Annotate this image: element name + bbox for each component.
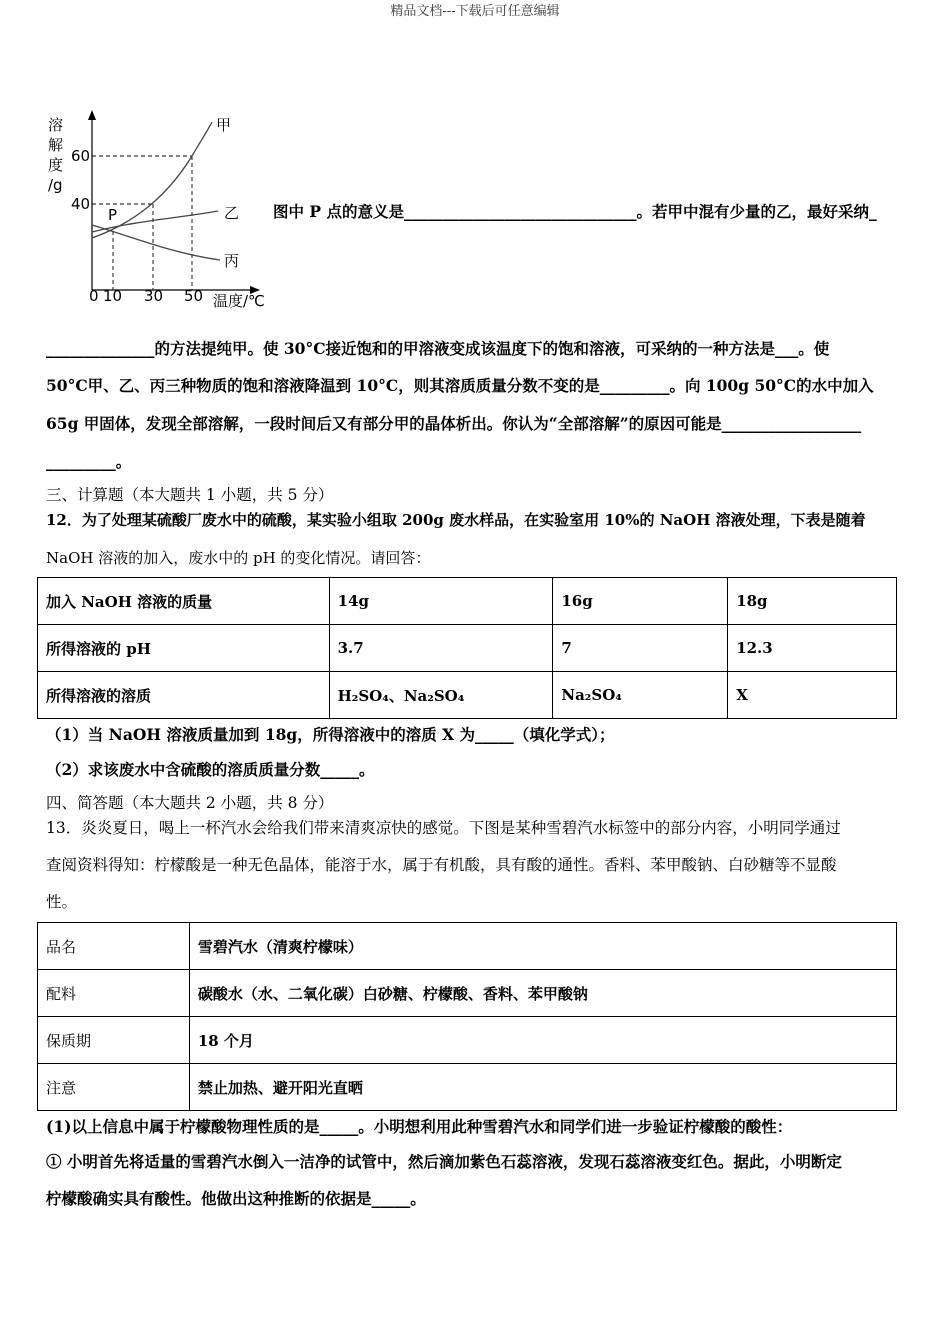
table-cell: H₂SO₄、Na₂SO₄ xyxy=(329,672,553,719)
ylabel-char: 解 xyxy=(48,136,64,154)
xtick-30: 30 xyxy=(144,287,164,305)
xtick-50: 50 xyxy=(184,287,204,305)
q11-line5: _________。 xyxy=(46,452,132,471)
table-cell: 保质期 xyxy=(38,1017,190,1064)
table-cell: 注意 xyxy=(38,1064,190,1111)
table-cell: 14g xyxy=(329,578,553,625)
table-cell: 18g xyxy=(728,578,897,625)
table-row xyxy=(38,1017,897,1064)
table-cell: 配料 xyxy=(38,970,190,1017)
table-cell: 禁止加热、避开阳光直晒 xyxy=(189,1064,896,1111)
table-cell: 碳酸水（水、二氧化碳）白砂糖、柠檬酸、香料、苯甲酸钠 xyxy=(189,970,896,1017)
table-cell: 3.7 xyxy=(329,625,553,672)
table-cell: 7 xyxy=(553,625,728,672)
section4-heading: 四、简答题（本大题共 2 小题，共 8 分） xyxy=(46,794,334,812)
table-cell: 所得溶液的溶质 xyxy=(38,672,330,719)
q12-line1: 12．为了处理某硫酸厂废水中的硫酸，某实验小组取 200g 废水样品，在实验室用 10%的 NaOH 溶液处理，下表是随着 xyxy=(46,511,866,529)
curve-label-jia: 甲 xyxy=(216,116,232,134)
ylabel-char: 溶 xyxy=(48,116,64,134)
q13-line2: 查阅资料得知：柠檬酸是一种无色晶体，能溶于水，属于有机酸，具有酸的通性。香料、苯甲酸钠、白砂糖等不显酸 xyxy=(46,856,837,874)
table-row xyxy=(38,1064,897,1111)
y-axis-arrow xyxy=(88,110,96,120)
table-cell: 加入 NaOH 溶液的质量 xyxy=(38,578,330,625)
table-cell: 品名 xyxy=(38,923,190,970)
curve-label-yi: 乙 xyxy=(224,204,240,222)
q11-line4: 65g 甲固体，发现全部溶解，一段时间后又有部分甲的晶体析出。你认为“全部溶解”的原因可能是__________________ xyxy=(46,414,862,433)
table-cell: 16g xyxy=(553,578,728,625)
q12-sub2: （2）求该废水中含硫酸的溶质质量分数_____。 xyxy=(46,760,375,779)
ytick-40: 40 xyxy=(71,195,91,213)
table-row xyxy=(38,923,897,970)
label-table xyxy=(37,922,897,1111)
q13-sub1: (1)以上信息中属于柠檬酸物理性质的是_____。小明想利用此种雪碧汽水和同学们进一步验证柠檬酸的酸性： xyxy=(46,1117,793,1136)
table-row xyxy=(38,578,897,625)
table-cell: 12.3 xyxy=(728,625,897,672)
xtick-0: 0 xyxy=(89,287,99,305)
ytick-60: 60 xyxy=(71,147,91,165)
table-cell: Na₂SO₄ xyxy=(553,672,728,719)
ylabel-char: 度 xyxy=(48,156,64,174)
solubility-graph xyxy=(40,108,280,313)
q11-line3: 50°C甲、乙、丙三种物质的饱和溶液降温到 10°C，则其溶质质量分数不变的是_________。向 100g 50°C的水中加入 xyxy=(46,376,874,395)
table-cell: 雪碧汽水（清爽柠檬味） xyxy=(189,923,896,970)
curve-label-bing: 丙 xyxy=(224,252,240,270)
table-cell: 所得溶液的 pH xyxy=(38,625,330,672)
q11-line2: ______________的方法提纯甲。使 30°C接近饱和的甲溶液变成该温度下的饱和溶液，可采纳的一种方法是___。使 xyxy=(46,339,830,358)
table-row xyxy=(38,625,897,672)
q11-line1: 图中 P 点的意义是______________________________。若甲中混有少量的乙，最好采纳_ xyxy=(273,202,877,221)
page-header: 精品文档---下载后可任意编辑 xyxy=(390,4,560,19)
section3-heading: 三、计算题（本大题共 1 小题，共 5 分） xyxy=(46,486,334,504)
table-row xyxy=(38,970,897,1017)
q12-sub1: （1）当 NaOH 溶液质量加到 18g，所得溶液中的溶质 X 为_____（填化学式）； xyxy=(46,725,615,744)
point-p-label: P xyxy=(108,206,118,224)
q13-line1: 13．炎炎夏日，喝上一杯汽水会给我们带来清爽凉快的感觉。下图是某种雪碧汽水标签中的部分内容，小明同学通过 xyxy=(46,819,841,837)
table-row xyxy=(38,672,897,719)
q12-line2: NaOH 溶液的加入，废水中的 pH 的变化情况。请回答： xyxy=(46,549,431,567)
ylabel-char: /g xyxy=(48,176,63,194)
q13-sub2a: ① 小明首先将适量的雪碧汽水倒入一洁净的试管中，然后滴加紫色石蕊溶液，发现石蕊溶液变红色。据此，小明断定 xyxy=(46,1152,842,1171)
q13-sub2b: 柠檬酸确实具有酸性。他做出这种推断的依据是_____。 xyxy=(46,1189,426,1208)
table-cell: 18 个月 xyxy=(189,1017,896,1064)
table-cell: X xyxy=(728,672,897,719)
ph-table xyxy=(37,577,897,719)
xlabel: 温度/℃ xyxy=(213,292,265,310)
q13-line3: 性。 xyxy=(46,893,78,911)
xtick-10: 10 xyxy=(103,287,123,305)
